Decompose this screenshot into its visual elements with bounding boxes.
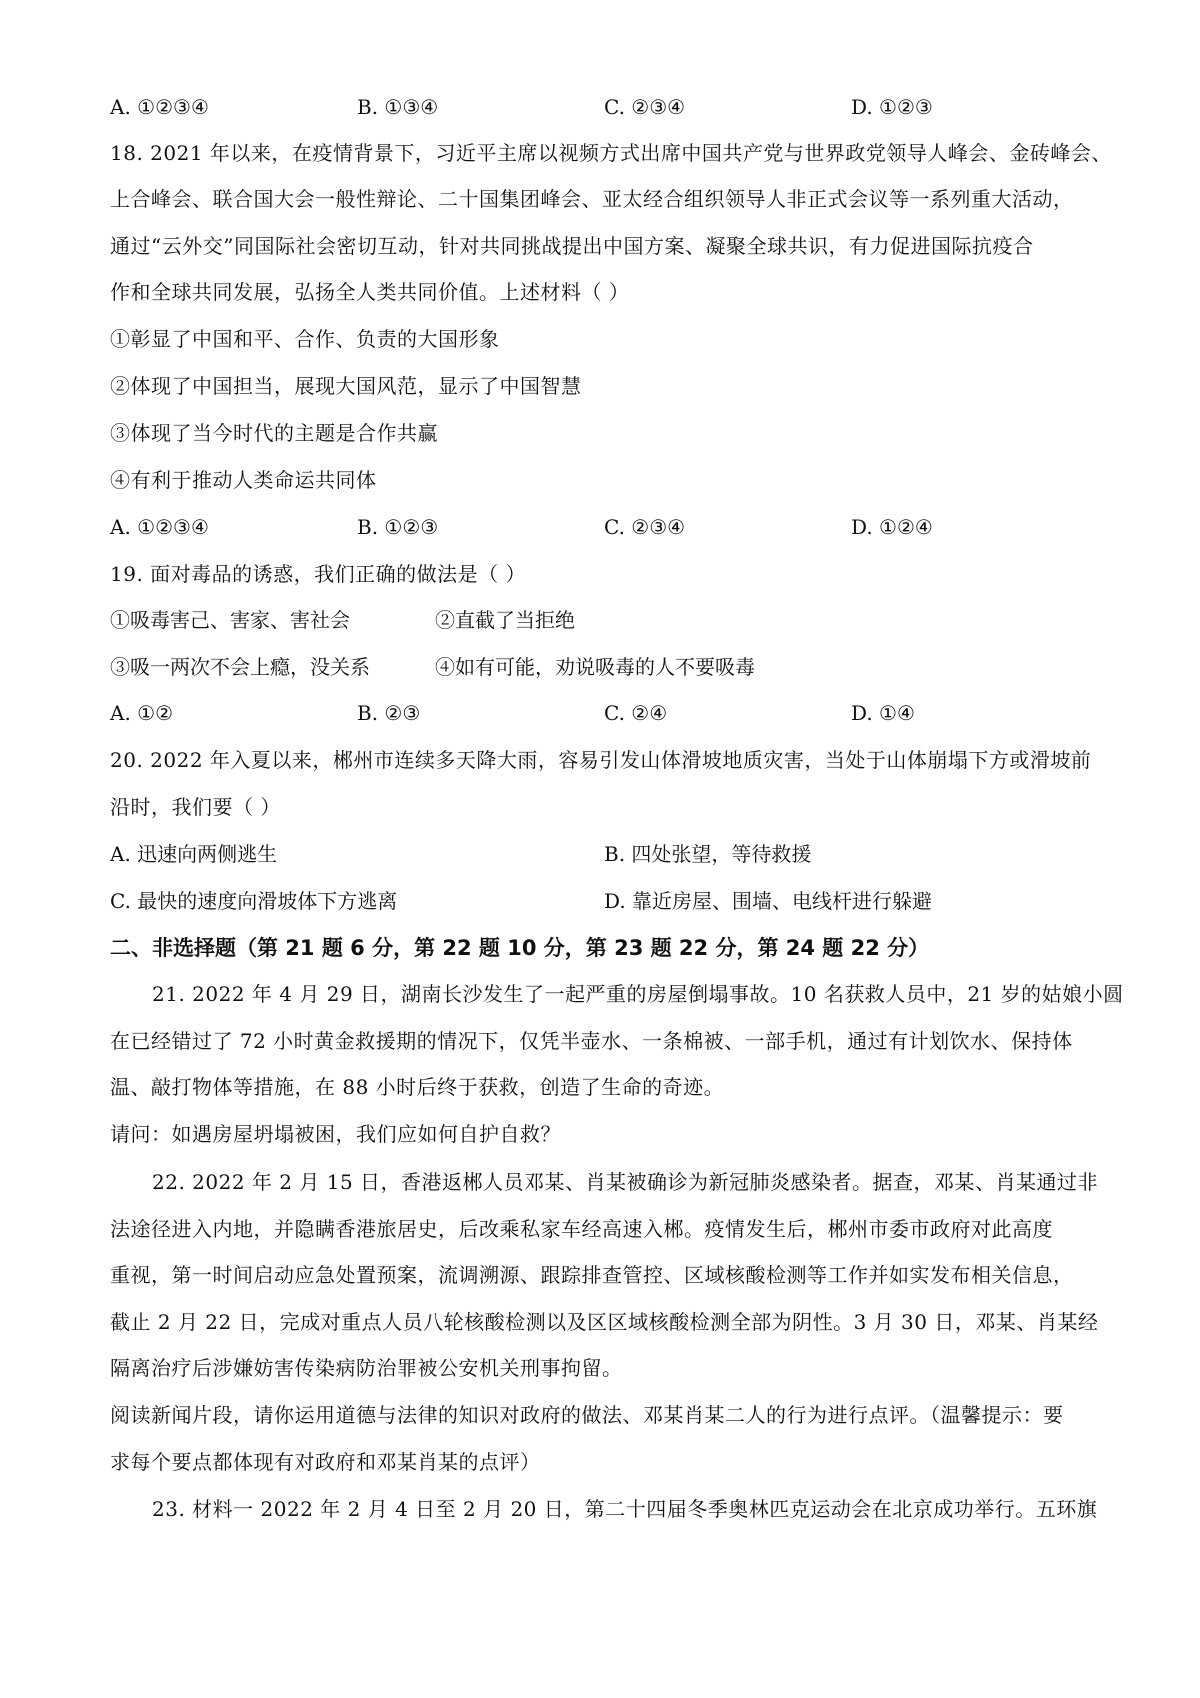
q20-option-b: B. 四处张望，等待救援 (604, 842, 812, 866)
q19-option-a: A. ①② (110, 701, 174, 725)
q21-material-line-2: 在已经错过了 72 小时黄金救援期的情况下，仅凭半壶水、一条棉被、一部手机，通过有计划饮水、保持体 (110, 1029, 1073, 1053)
q19-stem: 19. 面对毒品的诱惑，我们正确的做法是（ ） (110, 562, 527, 586)
q18-stem-line-4: 作和全球共同发展，弘扬全人类共同价值。上述材料（ ） (110, 280, 630, 304)
q23-material-line-1: 23. 材料一 2022 年 2 月 4 日至 2 月 20 日，第二十四届冬季奥林匹克运动会在北京成功举行。五环旗 (152, 1497, 1098, 1521)
section-2-heading: 二、非选择题（第 21 题 6 分，第 22 题 10 分，第 23 题 22 分，第 24 题 22 分） (110, 936, 930, 960)
q19-option-c: C. ②④ (604, 701, 668, 725)
q18-item-4: ④有利于推动人类命运共同体 (110, 468, 377, 492)
q17-option-b: B. ①③④ (357, 95, 439, 119)
q21-question: 请问：如遇房屋坍塌被困，我们应如何自护自救？ (110, 1122, 561, 1146)
q18-item-2: ②体现了中国担当，展现大国风范，显示了中国智慧 (110, 374, 582, 398)
q20-stem-line-1: 20. 2022 年入夏以来，郴州市连续多天降大雨，容易引发山体滑坡地质灾害，当处于山体崩塌下方或滑坡前 (110, 748, 1092, 772)
q17-option-d: D. ①②③ (851, 95, 933, 119)
q22-material-line-2: 法途径进入内地，并隐瞒香港旅居史，后改乘私家车经高速入郴。疫情发生后，郴州市委市政府对此高度 (110, 1217, 1053, 1241)
q18-stem-line-3: 通过“云外交”同国际社会密切互动，针对共同挑战提出中国方案、凝聚全球共识，有力促进国际抗疫合 (110, 234, 1034, 258)
q17-option-a: A. ①②③④ (110, 95, 209, 119)
q22-material-line-1: 22. 2022 年 2 月 15 日，香港返郴人员邓某、肖某被确诊为新冠肺炎感染者。据查，邓某、肖某通过非 (152, 1170, 1099, 1194)
q19-item-2: ②直截了当拒绝 (435, 608, 575, 632)
q22-material-line-3: 重视，第一时间启动应急处置预案，流调溯源、跟踪排查管控、区域核酸检测等工作并如实发布相关信息， (110, 1263, 1074, 1287)
q18-option-b: B. ①②③ (357, 515, 439, 539)
q18-option-d: D. ①②④ (851, 515, 933, 539)
q18-stem-line-2: 上合峰会、联合国大会一般性辩论、二十国集团峰会、亚太经合组织领导人非正式会议等一系列重大活动， (110, 187, 1074, 211)
q17-option-c: C. ②③④ (604, 95, 686, 119)
q21-material-line-3: 温、敲打物体等措施，在 88 小时后终于获救，创造了生命的奇迹。 (110, 1075, 725, 1099)
q18-option-a: A. ①②③④ (110, 515, 209, 539)
q20-option-c: C. 最快的速度向滑坡体下方逃离 (110, 889, 398, 913)
q18-stem-line-1: 18. 2021 年以来，在疫情背景下，习近平主席以视频方式出席中国共产党与世界政党领导人峰会、金砖峰会、 (110, 141, 1112, 165)
q22-question-line-1: 阅读新闻片段，请你运用道德与法律的知识对政府的做法、邓某肖某二人的行为进行点评。（温馨提示：要 (110, 1403, 1064, 1427)
q21-material-line-1: 21. 2022 年 4 月 29 日，湖南长沙发生了一起严重的房屋倒塌事故。10 名获救人员中，21 岁的姑娘小圆 (152, 982, 1124, 1006)
q22-material-line-4: 截止 2 月 22 日，完成对重点人员八轮核酸检测以及区区域核酸检测全部为阴性。3 月 30 日，邓某、肖某经 (110, 1310, 1099, 1334)
q20-stem-line-2: 沿时，我们要（ ） (110, 795, 281, 819)
q19-item-1: ①吸毒害己、害家、害社会 (110, 608, 350, 632)
q19-item-4: ④如有可能，劝说吸毒的人不要吸毒 (435, 655, 755, 679)
q20-option-a: A. 迅速向两侧逃生 (110, 842, 278, 866)
q18-option-c: C. ②③④ (604, 515, 686, 539)
q19-option-d: D. ①④ (851, 701, 915, 725)
q18-item-3: ③体现了当今时代的主题是合作共赢 (110, 421, 438, 445)
q20-option-d: D. 靠近房屋、围墙、电线杆进行躲避 (604, 889, 933, 913)
q18-item-1: ①彰显了中国和平、合作、负责的大国形象 (110, 327, 500, 351)
q19-option-b: B. ②③ (357, 701, 421, 725)
q22-material-line-5: 隔离治疗后涉嫌妨害传染病防治罪被公安机关刑事拘留。 (110, 1356, 623, 1380)
q22-question-line-2: 求每个要点都体现有对政府和邓某肖某的点评） (110, 1450, 541, 1474)
q19-item-3: ③吸一两次不会上瘾，没关系 (110, 655, 370, 679)
